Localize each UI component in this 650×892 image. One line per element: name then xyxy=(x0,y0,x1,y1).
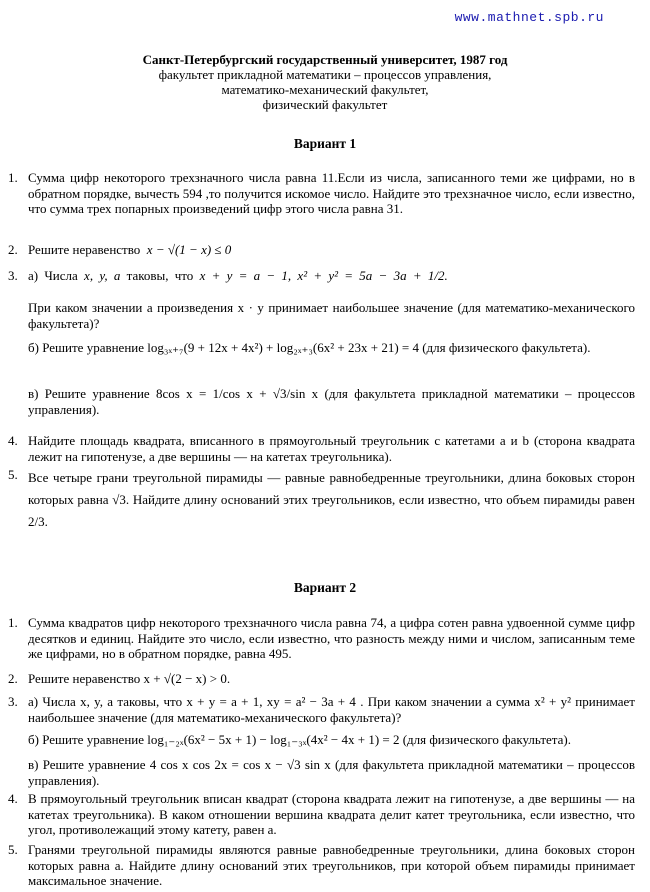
p3a-vars: x, y, a xyxy=(84,268,121,283)
problem-text: Решите неравенство x + √(2 − x) > 0. xyxy=(28,671,231,686)
problem-number: 1. xyxy=(8,615,18,630)
v2-problem-2 xyxy=(8,671,635,687)
university-title: Санкт-Петербургский государственный университет, 1987 год xyxy=(142,52,508,67)
site-url[interactable]: www.mathnet.spb.ru xyxy=(454,10,604,25)
v1-problem-3 xyxy=(8,268,635,284)
header-line-3: математико-механический факультет, xyxy=(221,82,429,97)
p3a-lead: а) Числа xyxy=(28,268,78,283)
problem-number: 4. xyxy=(8,791,18,806)
v1-problem-3a-cont: При каком значении a произведения x · y принимает наибольшее значение (для математико-механического факультета)? xyxy=(28,300,635,331)
v2-problem-5 xyxy=(8,842,635,889)
problem-text: Все четыре грани треугольной пирамиды — равные равнобедренные треугольники, длина боковых сторон которых равна √3. Найдите длину оснований этих треугольников, если известно, что объем пирамиды равен 2/3. xyxy=(28,470,635,529)
problem-number: 5. xyxy=(8,842,18,857)
v1-problem-2 xyxy=(8,242,635,258)
v2-problem-3 xyxy=(8,694,635,725)
problem-number: 2. xyxy=(8,242,18,257)
problem-text: Гранями треугольной пирамиды являются равные равнобедренные треугольники, длина боковых сторон которых равна a. Найдите длину оснований этих треугольников, при которой объем пирамиды принимает максимальное значение. xyxy=(28,842,635,888)
v2-problem-4 xyxy=(8,791,635,838)
p3a-eq1: x + y = a − 1, xyxy=(199,268,292,283)
v2-problem-3b: б) Решите уравнение log₁₋₂ₓ(6x² − 5x + 1) − log₁₋₃ₓ(4x² − 4x + 1) = 2 (для физического факультета). xyxy=(28,732,571,747)
header-line-4: физический факультет xyxy=(262,97,388,112)
v1-problem-1 xyxy=(8,170,635,217)
variant-2-title: Вариант 2 xyxy=(293,580,357,595)
problem-number: 1. xyxy=(8,170,18,185)
p3a-mid: таковы, что xyxy=(126,268,194,283)
v1-problem-5 xyxy=(8,467,635,533)
problem-3a xyxy=(28,268,635,284)
variant-1-title: Вариант 1 xyxy=(293,136,357,151)
problem-number: 3. xyxy=(8,694,18,709)
v1-problem-3b: б) Решите уравнение log₃ₓ₊₇(9 + 12x + 4x²) + log₂ₓ₊₃(6x² + 23x + 21) = 4 (для физического факультета). xyxy=(28,340,591,355)
document-header xyxy=(0,52,650,112)
problem-number: 4. xyxy=(8,433,18,448)
problem-number: 3. xyxy=(8,268,18,283)
v2-problem-1 xyxy=(8,615,635,662)
v1-problem-3c: в) Решите уравнение 8cos x = 1/cos x + √3/sin x (для факультета прикладной математики – процессов управления). xyxy=(28,386,635,417)
problem-text-lead: Решите неравенство xyxy=(28,242,141,257)
v2-problem-3c: в) Решите уравнение 4 cos x cos 2x = cos x − √3 sin x (для факультета прикладной математики – процессов управления). xyxy=(28,757,635,788)
problem-text: В прямоугольный треугольник вписан квадрат (сторона квадрата лежит на гипотенузе, а две вершины — на катетах треугольника). В каком отношении вершина квадрата делит катет треугольника, если известно, что угол, противолежащий этому катету, равен a. xyxy=(28,791,635,837)
math-expression: x − √(1 − x) ≤ 0 xyxy=(146,242,232,257)
header-line-2: факультет прикладной математики – процессов управления, xyxy=(158,67,492,82)
problem-text: Сумма квадратов цифр некоторого трехзначного числа равна 74, а цифра сотен равна удвоенной сумме цифр десятков и единиц. Найдите это число, если известно, что разность между ними и числом, записанным теме же цифрами, но в обратном порядке, равна 495. xyxy=(28,615,635,661)
p3a-eq2: x² + y² = 5a − 3a + 1/2. xyxy=(297,268,448,283)
v1-problem-4 xyxy=(8,433,635,464)
problem-number: 2. xyxy=(8,671,18,686)
problem-3a: а) Числа x, y, a таковы, что x + y = a + 1, xy = a² − 3a + 4 . При каком значении a сумма x² + y² принимает наибольшее значение (для математико-механического факультета)? xyxy=(28,694,635,725)
problem-number: 5. xyxy=(8,467,18,482)
problem-text xyxy=(28,242,635,258)
problem-text: Сумма цифр некоторого трехзначного числа равна 11.Если из числа, записанного теми же цифрами, но в обратном порядке, вычесть 594 ,то получится искомое число. Найдите это трехзначное число, если известно, что сумма трех попарных произведений цифр этого числа равна 31. xyxy=(28,170,635,216)
problem-text: Найдите площадь квадрата, вписанного в прямоугольный треугольник с катетами a и b (сторона квадрата лежит на гипотенузе, а две вершины — на катетах треугольника). xyxy=(28,433,635,464)
